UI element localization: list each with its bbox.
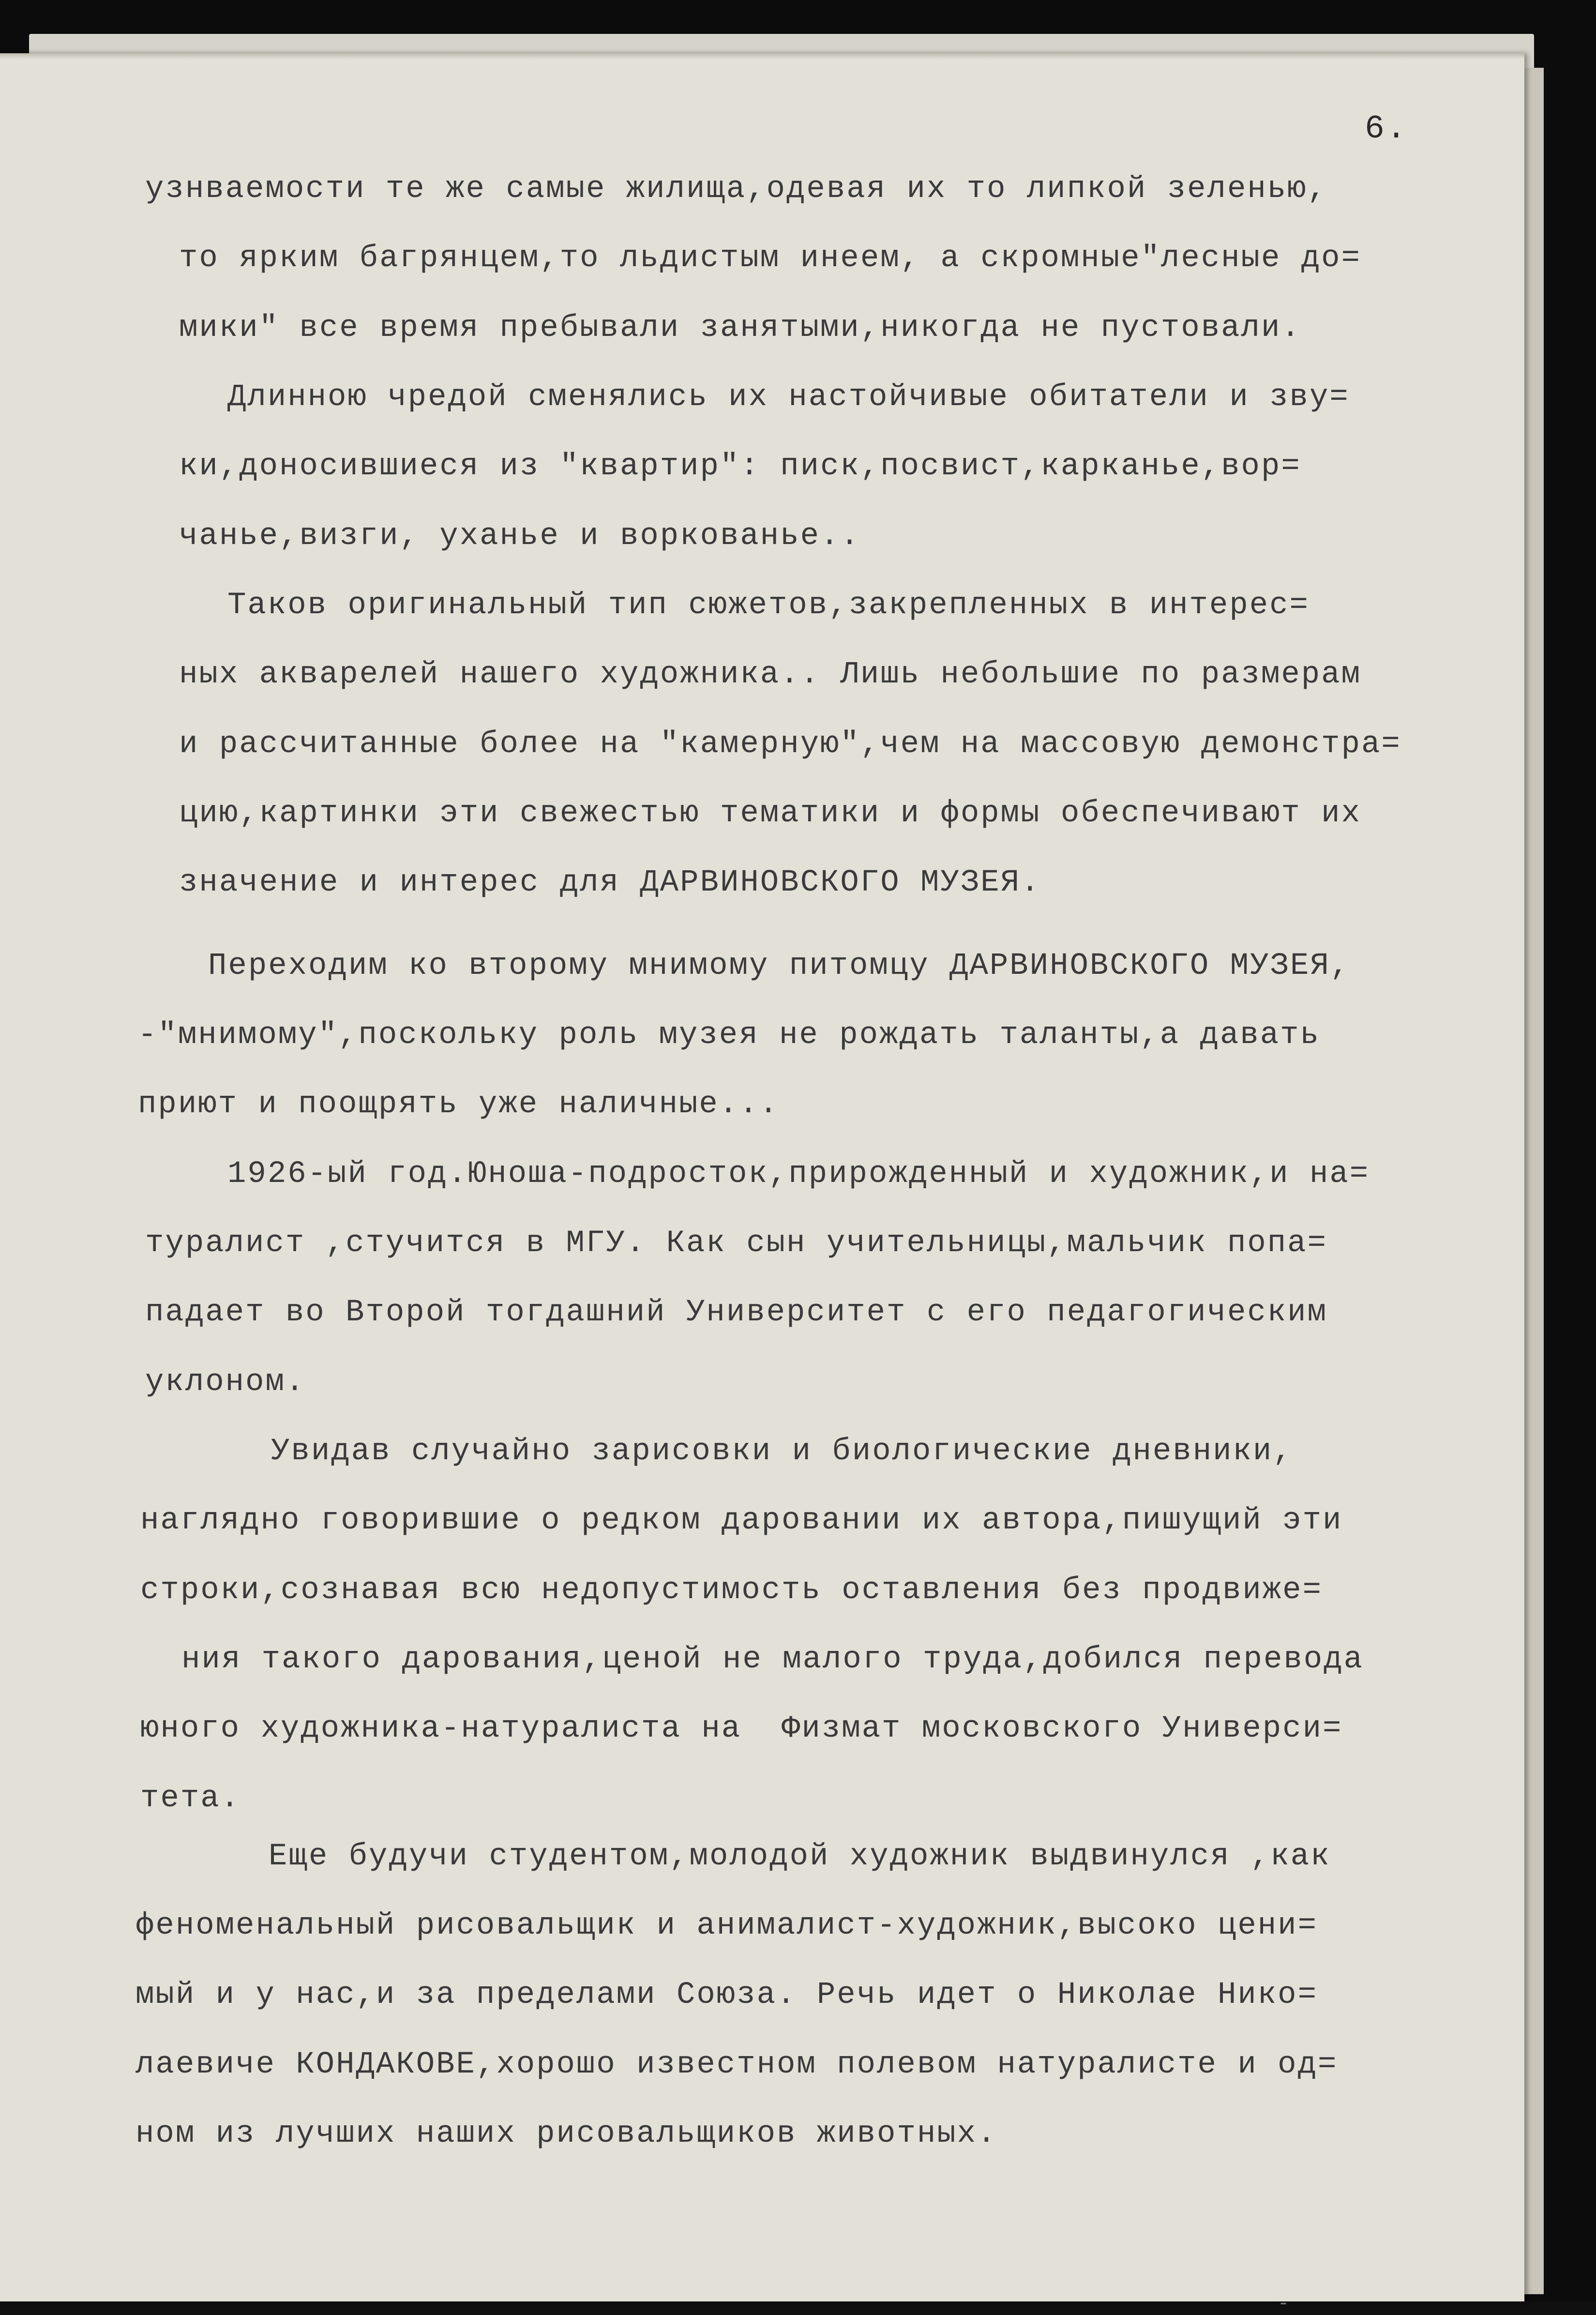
text-line: узнваемости те же самые жилища,одевая их то липкой зеленью, <box>145 172 1327 207</box>
text-line: то ярким багрянцем,то льдистым инеем, а скромные"лесные до= <box>179 241 1361 276</box>
text-line: Переходим ко второму мнимому питомцу ДАРВИНОВСКОГО МУЗЕЯ, <box>208 949 1351 983</box>
text-line: Еще будучи студентом,молодой художник выдвинулся ,как <box>269 1839 1331 1874</box>
text-line: ном из лучших наших рисовальщиков животных. <box>136 2117 997 2151</box>
text-line: уклоном. <box>145 1365 306 1400</box>
text-line: тета. <box>140 1781 241 1816</box>
text-line: Длинною чредой сменялись их настойчивые обитатели и зву= <box>227 380 1350 415</box>
text-line: юного художника-натуралиста на Физмат московского Универси= <box>140 1711 1343 1746</box>
text-line: 1926-ый год.Юноша-подросток,прирожденный и художник,и на= <box>227 1157 1370 1192</box>
text-line: приют и поощрять уже наличные... <box>138 1087 779 1122</box>
typewritten-page <box>0 53 1524 2315</box>
text-line: Увидав случайно зарисовки и биологические дневники, <box>271 1434 1293 1469</box>
text-line: Таков оригинальный тип сюжетов,закрепленных в интерес= <box>227 588 1310 623</box>
text-line: ки,доносившиеся из "квартир": писк,посвист,карканье,вор= <box>179 449 1301 484</box>
text-line: значение и интерес для ДАРВИНОВСКОГО МУЗЕЯ. <box>179 865 1041 900</box>
text-line: туралист ,стучится в МГУ. Как сын учительницы,мальчик попа= <box>145 1226 1327 1261</box>
text-line: лаевиче КОНДАКОВЕ,хорошо известном полевом натуралисте и од= <box>136 2047 1338 2082</box>
text-line: строки,сознавая всю недопустимость оставления без продвиже= <box>140 1573 1323 1608</box>
page-text <box>0 53 1524 2301</box>
page-number: 6. <box>1365 110 1408 148</box>
text-line: феноменальный рисовальщик и анималист-художник,высоко цени= <box>136 1908 1318 1943</box>
bottom-edge-mark: - <box>1278 2293 1290 2315</box>
text-line: ных акварелей нашего художника.. Лишь небольшие по размерам <box>179 657 1361 692</box>
text-line: чанье,визги, уханье и воркованье.. <box>179 519 860 554</box>
text-line: цию,картинки эти свежестью тематики и формы обеспечивают их <box>179 796 1361 831</box>
text-line: наглядно говорившие о редком даровании их автора,пишущий эти <box>140 1503 1343 1538</box>
text-line: мики" все время пребывали занятыми,никогда не пустовали. <box>179 311 1301 346</box>
text-line: падает во Второй тогдашний Университет с его педагогическим <box>145 1295 1327 1330</box>
text-line: и рассчитанные более на "камерную",чем на массовую демонстра= <box>179 727 1401 762</box>
text-line: -"мнимому",поскольку роль музея не рождать таланты,а давать <box>138 1018 1320 1053</box>
text-line: ния такого дарования,ценой не малого труда,добился перевода <box>181 1642 1364 1677</box>
underlying-sheet-edge <box>1524 68 1544 2294</box>
text-line: мый и у нас,и за пределами Союза. Речь идет о Николае Нико= <box>136 1978 1318 2012</box>
